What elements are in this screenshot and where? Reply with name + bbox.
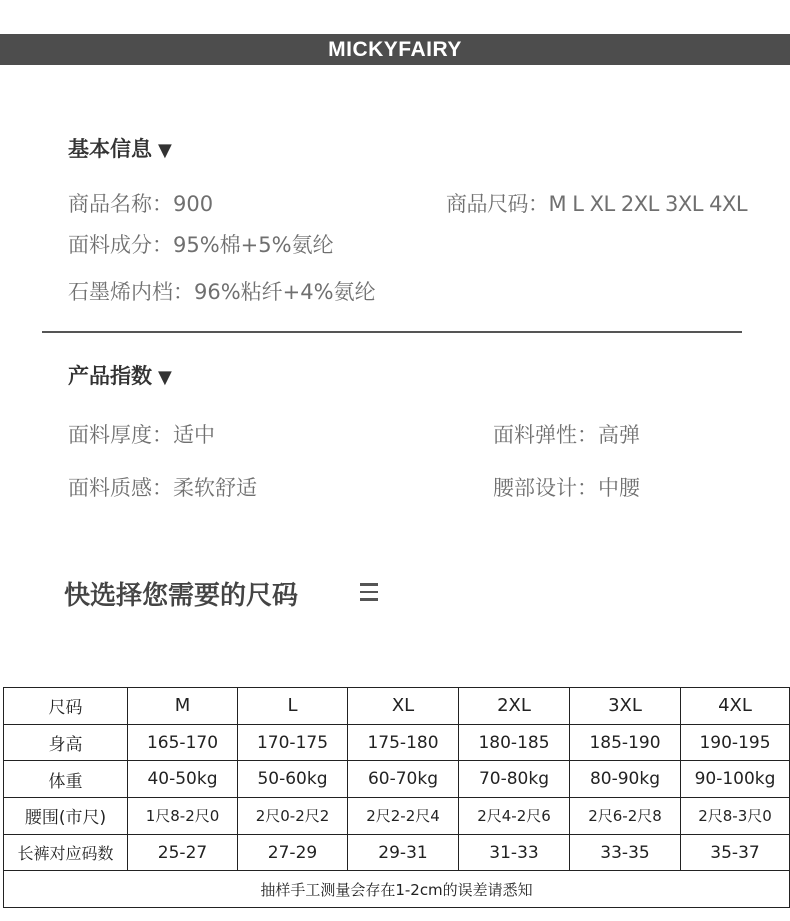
table-cell: 29-31 [348,834,459,871]
table-cell: 27-29 [238,834,348,871]
size-chart-table [3,687,790,908]
size-select-heading: 快选择您需要的尺码 [64,581,299,611]
table-cell: 2尺8-3尺0 [681,798,790,835]
waist-design: 腰部设计：中腰 [493,476,640,500]
basic-info-heading [68,133,172,163]
table-cell: 2尺4-2尺6 [459,798,570,835]
fabric-texture: 面料质感：柔软舒适 [68,476,257,500]
header-cell: 尺码 [4,688,128,725]
table-cell: 165-170 [128,724,238,761]
table-cell: 2尺0-2尺2 [238,798,348,835]
header-cell: 4XL [681,688,790,725]
header-cell: L [238,688,348,725]
crotch-composition: 石墨烯内档：96%粘纤+4%氨纶 [68,280,376,304]
row-label: 长裤对应码数 [4,834,128,871]
row-label: 体重 [4,761,128,798]
fabric-elasticity: 面料弹性：高弹 [493,423,640,447]
table-row [4,798,790,835]
triangle-down-icon: ▼ [158,367,172,388]
brand-banner [0,34,790,65]
table-cell: 90-100kg [681,761,790,798]
table-cell: 2尺6-2尺8 [570,798,681,835]
table-cell: 50-60kg [238,761,348,798]
table-cell: 33-35 [570,834,681,871]
product-index-heading [68,360,172,390]
table-cell: 185-190 [570,724,681,761]
table-cell: 40-50kg [128,761,238,798]
table-cell: 180-185 [459,724,570,761]
table-cell: 1尺8-2尺0 [128,798,238,835]
brand-name: MICKYFAIRY [328,37,462,61]
table-cell: 60-70kg [348,761,459,798]
row-label: 腰围(市尺) [4,798,128,835]
header-cell: 3XL [570,688,681,725]
table-cell: 2尺2-2尺4 [348,798,459,835]
table-cell: 80-90kg [570,761,681,798]
table-row [4,761,790,798]
fabric-composition: 面料成分：95%棉+5%氨纶 [68,233,334,257]
section-divider [42,331,742,333]
table-cell: 170-175 [238,724,348,761]
product-index-title: 产品指数 [68,364,152,388]
row-label: 身高 [4,724,128,761]
header-cell: XL [348,688,459,725]
table-cell: 175-180 [348,724,459,761]
table-header-row [4,688,790,725]
table-cell: 70-80kg [459,761,570,798]
header-cell: 2XL [459,688,570,725]
table-note-row [4,871,790,908]
fabric-thickness: 面料厚度：适中 [68,423,215,447]
menu-icon [360,583,380,603]
table-cell: 25-27 [128,834,238,871]
header-cell: M [128,688,238,725]
table-row [4,834,790,871]
table-cell: 190-195 [681,724,790,761]
table-cell: 31-33 [459,834,570,871]
product-name: 商品名称：900 [68,192,214,216]
triangle-down-icon: ▼ [158,140,172,161]
table-cell: 35-37 [681,834,790,871]
measurement-note: 抽样手工测量会存在1-2cm的误差请悉知 [4,871,790,908]
table-row [4,724,790,761]
product-sizes: 商品尺码：M L XL 2XL 3XL 4XL [446,192,748,216]
basic-info-title: 基本信息 [68,137,152,161]
